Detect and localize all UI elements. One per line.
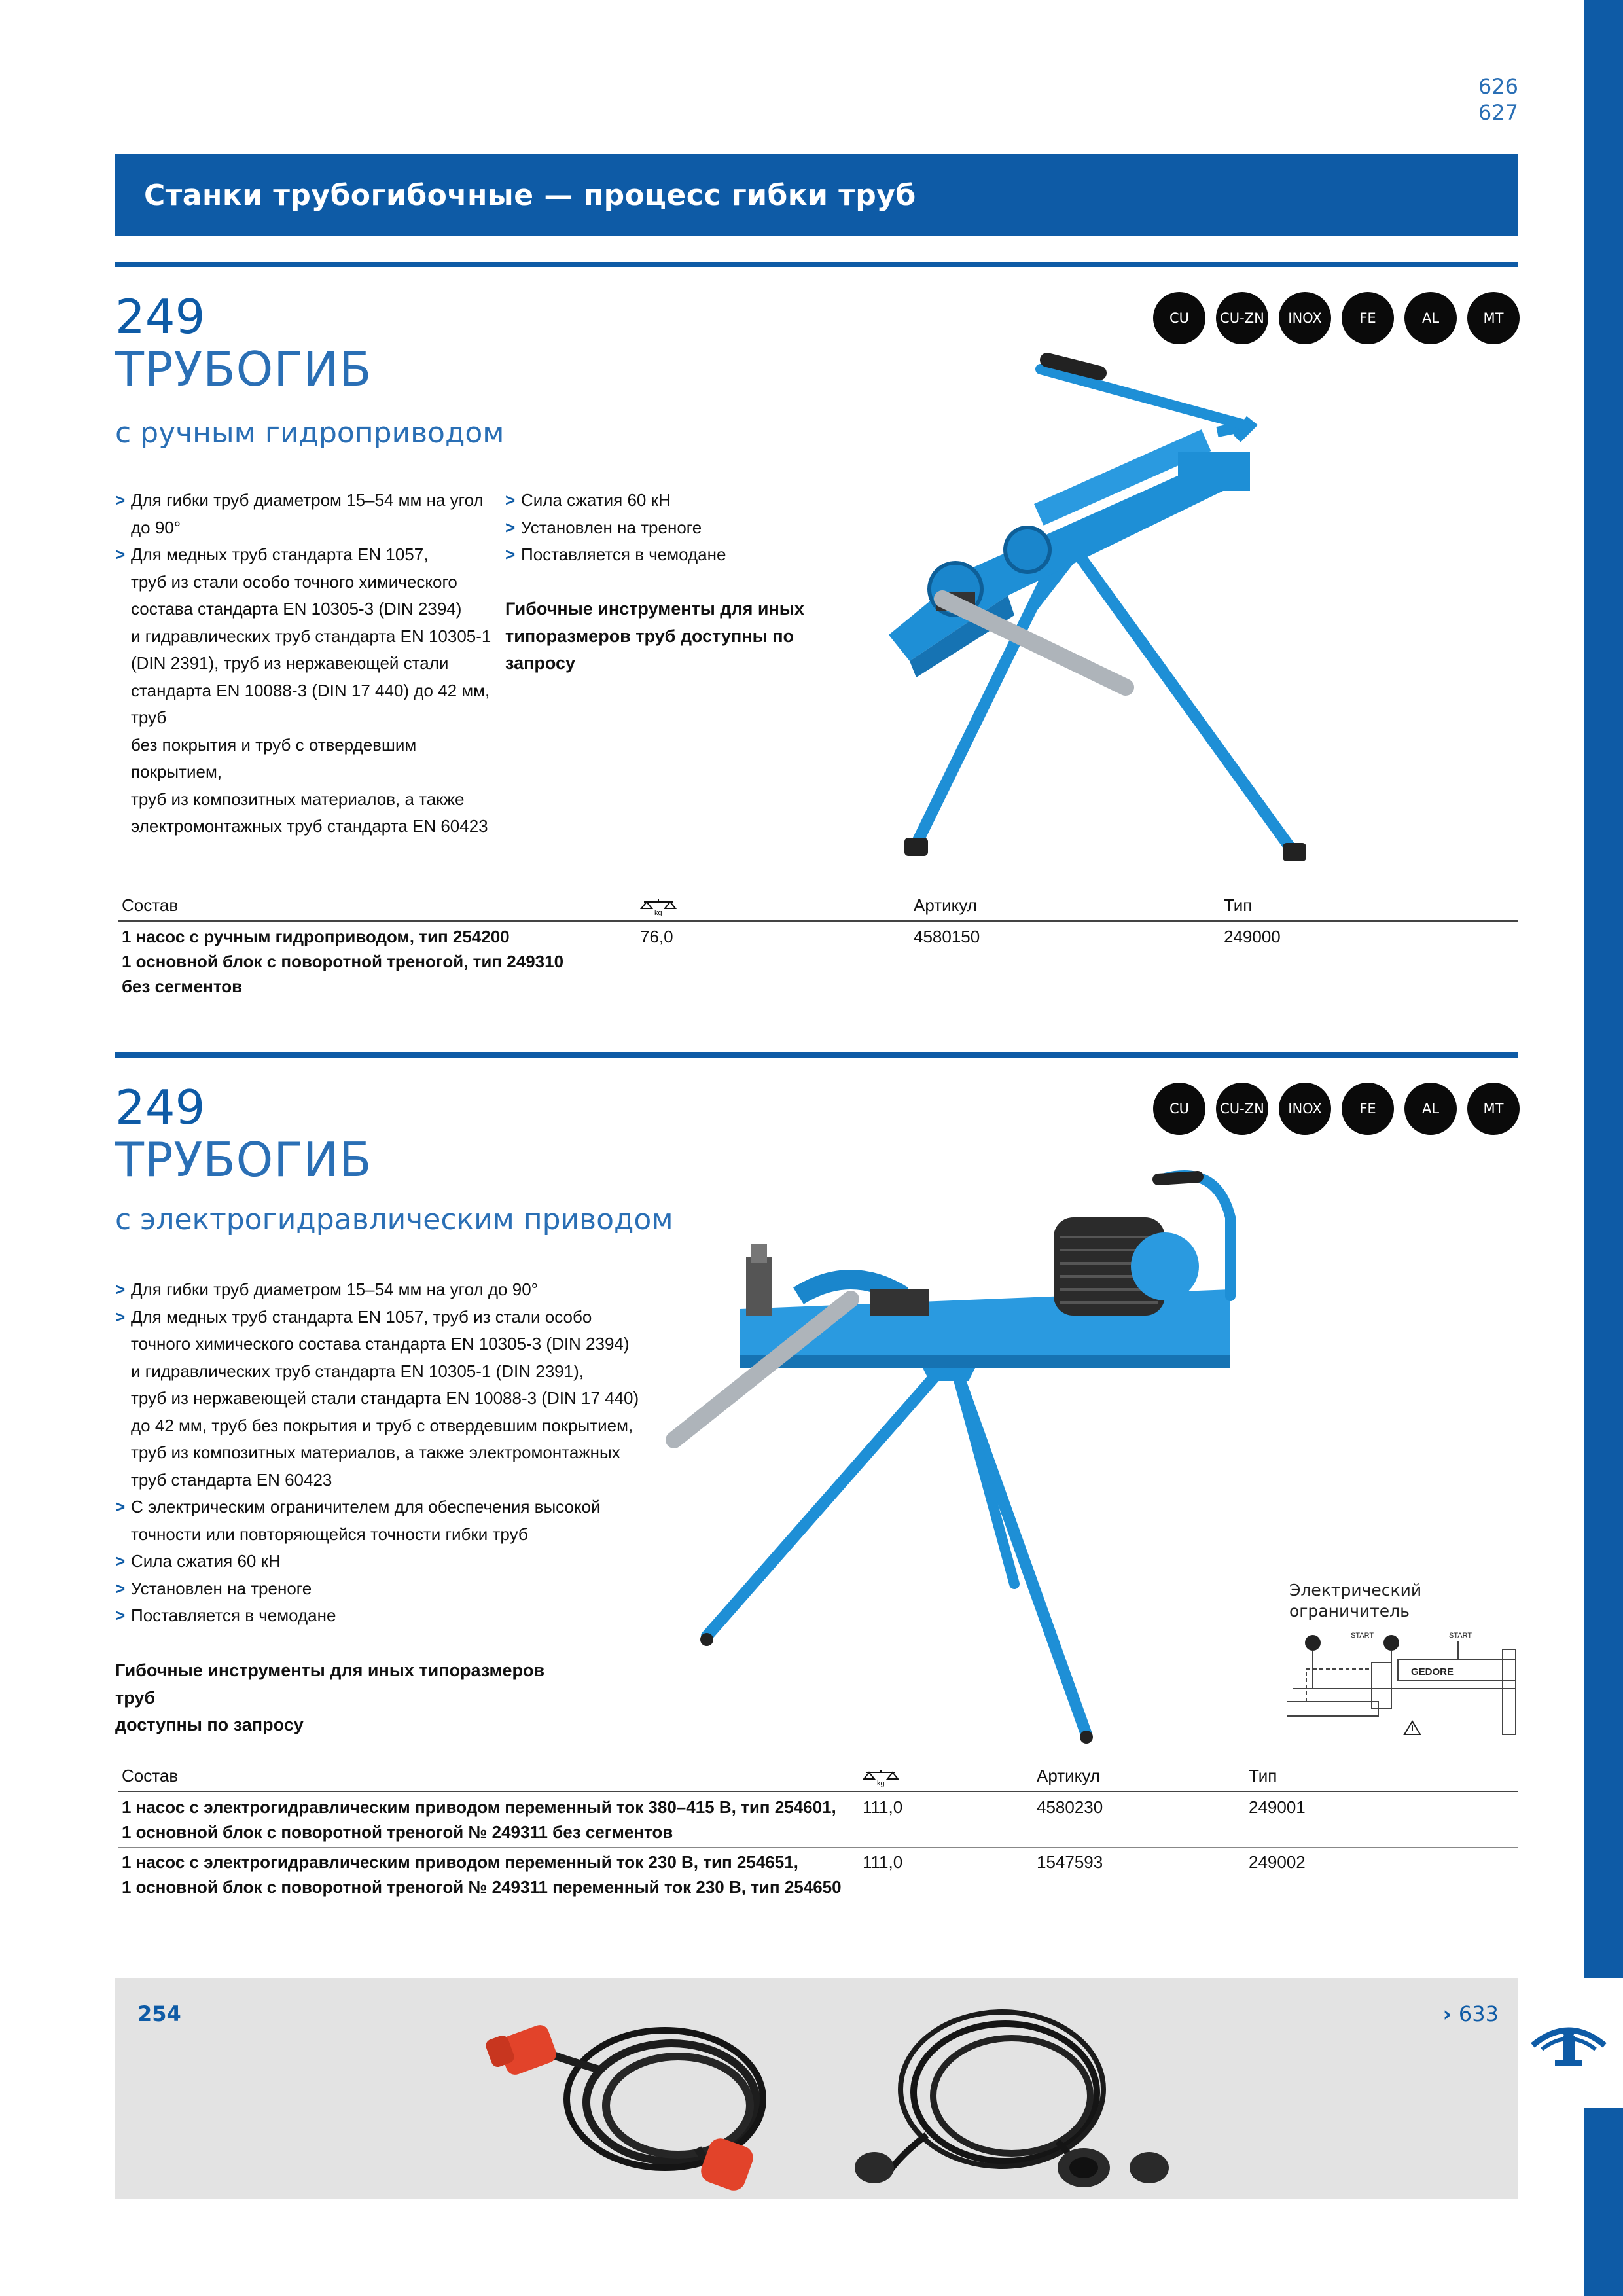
chevron-right-icon: >: [115, 1497, 126, 1516]
table-cell-weight: 111,0: [863, 1797, 903, 1817]
material-badge-cu-zn: CU-ZN: [1216, 292, 1268, 344]
feature-item: > Установлен на треноге: [505, 514, 832, 542]
availability-note: Гибочные инструменты для иных типоразмеров труб доступны по запросу: [505, 599, 804, 673]
schuko-extension-cable-photo: [822, 2004, 1188, 2194]
material-badge-al: AL: [1404, 292, 1457, 344]
material-badge-cu-zn: CU-ZN: [1216, 1083, 1268, 1135]
table-cell-article: 4580150: [914, 927, 980, 946]
feature-item: > Для гибки труб диаметром 15–54 мм на угол до 90°: [115, 1276, 671, 1304]
feature-item: > Для гибки труб диаметром 15–54 мм на угол до 90°: [115, 487, 501, 541]
chevron-right-icon: >: [505, 517, 516, 537]
feature-item: > Для медных труб стандарта EN 1057,: [115, 541, 501, 569]
chevron-right-icon: >: [115, 490, 126, 510]
material-badge-inox: INOX: [1279, 292, 1331, 344]
material-badges: [1153, 292, 1520, 344]
table-header-row: [118, 1766, 1518, 1792]
material-badge-al: AL: [1404, 1083, 1457, 1135]
feature-item: > С электрическим ограничителем для обеспечения высокой: [115, 1494, 671, 1521]
table-header-row: [118, 895, 1518, 922]
material-badge-fe: FE: [1342, 1083, 1394, 1135]
cross-reference-left[interactable]: 254: [137, 2001, 181, 2026]
material-badges: [1153, 1083, 1520, 1135]
page-number-left: 626: [1478, 74, 1518, 99]
material-badge-mt: MT: [1467, 1083, 1520, 1135]
product-subtitle: с электрогидравлическим приводом: [115, 1203, 673, 1236]
product-photo-electric-bender: [654, 1165, 1270, 1754]
weight-kg-icon: [863, 1768, 899, 1787]
table-cell-type: 249002: [1249, 1852, 1306, 1872]
material-badge-cu: CU: [1153, 292, 1205, 344]
chevron-right-icon: >: [115, 1578, 126, 1598]
table-row-divider: [118, 1847, 1518, 1848]
material-badge-cu: CU: [1153, 1083, 1205, 1135]
chevron-right-icon: >: [115, 545, 126, 564]
column-header-composition: Состав: [122, 895, 179, 915]
chevron-right-icon: >: [115, 1280, 126, 1299]
product-table: [118, 1766, 1518, 1903]
feature-item: > Поставляется в чемодане: [505, 541, 832, 569]
product-number: 249: [115, 1080, 205, 1135]
section-divider: [115, 1052, 1518, 1058]
product-title: ТРУБОГИБ: [115, 1132, 372, 1187]
table-cell-article: 1547593: [1037, 1852, 1103, 1872]
feature-list: > Для гибки труб диаметром 15–54 мм на угол до 90° > Для медных труб стандарта EN 1057, труб из стали особо точного химического состава стандарта EN 10305-3 (DIN 2394) и гидравлических труб стандарта EN 10305-1 (DIN 2391), труб из нержавеющей стали стандарта EN 10088-3 (DIN 17 440) до 42 мм, труб без покрытия и труб с отвердевшим покрытием, труб из композитных материалов, а также электромонтажных труб стандарта EN 60423 > С электрическим ограничителем для обеспечения высокой точности или повторяющейся точности гибки труб > Сила сжатия 60 кН > Установлен на треноге > Поставляется в чемодане: [115, 1276, 671, 1630]
limiter-caption: Электрический ограничитель: [1289, 1581, 1422, 1621]
chevron-right-icon: >: [115, 1551, 126, 1571]
table-cell-weight: 111,0: [863, 1852, 903, 1872]
chevron-right-icon: >: [505, 490, 516, 510]
availability-note: Гибочные инструменты для иных типоразмеров труб доступны по запросу: [115, 1660, 545, 1734]
chevron-right-icon: >: [115, 1306, 126, 1327]
chevron-right-icon: >: [505, 545, 516, 564]
brand-logo-icon: [1530, 2019, 1607, 2072]
material-badge-mt: MT: [1467, 292, 1520, 344]
feature-item: > Сила сжатия 60 кН: [115, 1548, 671, 1575]
table-cell-composition: 1 насос с электрогидравлическим приводом переменный ток 380–415 В, тип 254601, 1 основной блок с поворотной треногой № 249311 без сегментов: [122, 1797, 836, 1842]
svg-text:kg: kg: [877, 1780, 885, 1787]
table-cell-article: 4580230: [1037, 1797, 1103, 1817]
page-number-right: 627: [1478, 100, 1518, 125]
feature-item: > Установлен на треноге: [115, 1575, 671, 1603]
side-color-strip-lower: [1584, 2108, 1623, 2296]
feature-list-right: [505, 487, 832, 569]
side-color-strip: [1584, 0, 1623, 1978]
column-header-composition: Состав: [122, 1766, 179, 1785]
product-table: [118, 895, 1518, 1007]
chevron-right-icon: ›: [1442, 2001, 1459, 2026]
feature-item: > Поставляется в чемодане: [115, 1602, 671, 1630]
table-cell-type: 249000: [1224, 927, 1281, 946]
weight-kg-icon: [640, 898, 677, 916]
feature-item: > Сила сжатия 60 кН: [505, 487, 832, 514]
diagram-label-start: START: [1351, 1632, 1374, 1640]
table-cell-composition: 1 насос с электрогидравлическим приводом переменный ток 230 В, тип 254651, 1 основной блок с поворотной треногой № 249311 переменный ток 230 В, тип 254650: [122, 1852, 842, 1897]
table-cell-type: 249001: [1249, 1797, 1306, 1817]
chevron-right-icon: >: [115, 1605, 126, 1625]
product-title: ТРУБОГИБ: [115, 342, 372, 397]
cross-reference-right[interactable]: › 633: [1442, 2001, 1499, 2026]
diagram-label-brand: GEDORE: [1411, 1666, 1454, 1677]
product-number: 249: [115, 289, 205, 344]
footer-panel: [115, 1978, 1518, 2199]
product-photo-manual-bender: [864, 340, 1309, 870]
feature-list: > Для гибки труб диаметром 15–54 мм на угол до 90° > Для медных труб стандарта EN 1057, труб из стали особо точного химического состава стандарта EN 10305-3 (DIN 2394) и гидравлических труб стандарта EN 10305-1 (DIN 2391), труб из нержавеющей стали стандарта EN 10088-3 (DIN 17 440) до 42 мм, труб без покрытия и труб с отвердевшим покрытием, труб из композитных материалов, а также электромонтажных труб стандарта EN 60423: [115, 487, 501, 840]
product-subtitle: с ручным гидроприводом: [115, 416, 505, 450]
material-badge-fe: FE: [1342, 292, 1394, 344]
table-cell-composition: 1 насос с ручным гидроприводом, тип 254200 1 основной блок с поворотной треногой, тип 249310 без сегментов: [122, 927, 564, 996]
diagram-label-start: START: [1449, 1632, 1472, 1640]
column-header-article: Артикул: [1037, 1766, 1100, 1785]
page-title: Станки трубогибочные — процесс гибки труб: [144, 178, 916, 212]
section-divider: [115, 262, 1518, 267]
column-header-type: Тип: [1249, 1766, 1277, 1785]
feature-item: > Для медных труб стандарта EN 1057, труб из стали особо: [115, 1304, 671, 1331]
column-header-article: Артикул: [914, 895, 977, 915]
page-numbers: [1427, 73, 1518, 126]
header-bar: [115, 154, 1518, 236]
material-badge-inox: INOX: [1279, 1083, 1331, 1135]
table-cell-weight: 76,0: [640, 927, 673, 946]
svg-text:kg: kg: [654, 909, 662, 916]
column-header-type: Тип: [1224, 895, 1253, 915]
limiter-diagram: [1287, 1623, 1522, 1741]
